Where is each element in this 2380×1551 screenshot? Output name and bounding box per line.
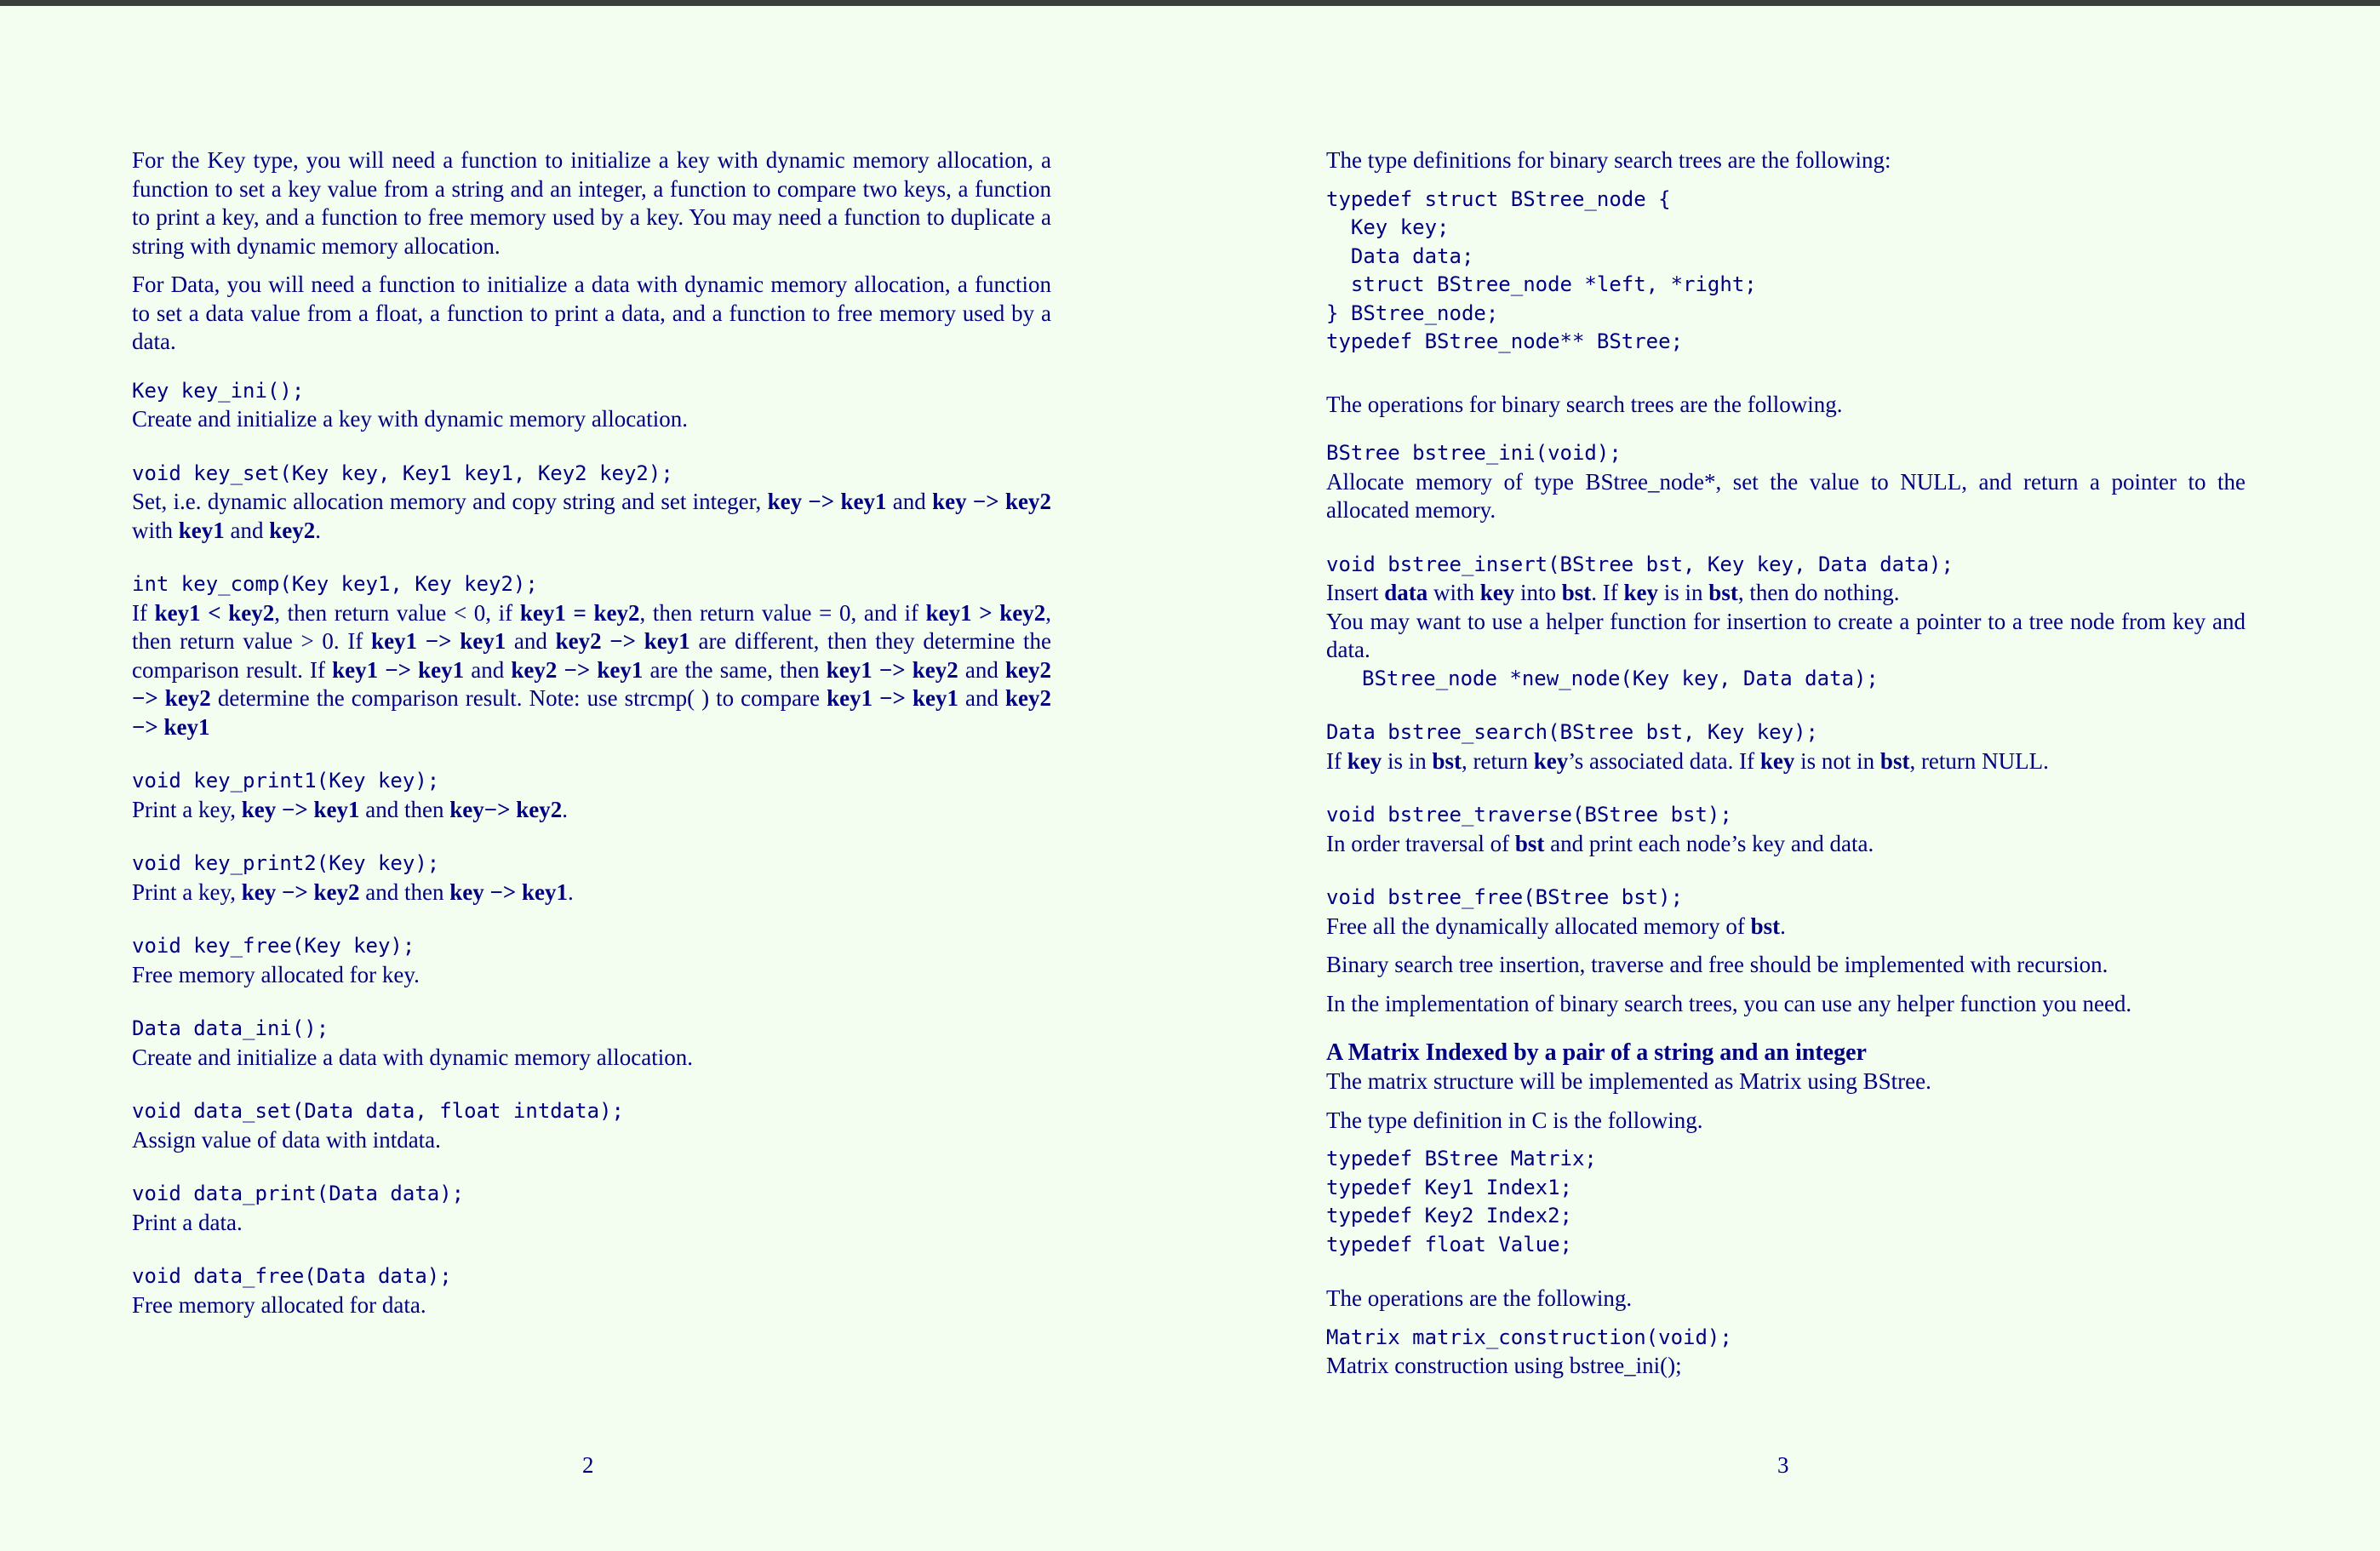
data-set-description: Assign value of data with intdata. [132,1126,441,1153]
key-print2-signature: void key_print2(Key key); [132,851,440,875]
key-print1-signature: void key_print1(Key key); [132,769,440,793]
data-free-description: Free memory allocated for data. [132,1291,426,1318]
bstree-search-entry [1326,718,2246,776]
key-comp-description: If key1 < key2, then return value < 0, if key1 = key2, then return value = 0, and if key1 > key2, then return value > 0. If key1 −> key1 and key2 −> key1 are different, then they determine the comparison result. If key1 −> key1 and key2 −> key1 are the same, then key1 −> key2 and key2 −> key2 determine the comparison result. Note: use strcmp( ) to compare key1 −> key1 and key2 −> key1 [132,599,1051,740]
bstree-free-entry [1326,884,2246,941]
key-print1-entry [132,767,1051,824]
data-ini-signature: Data data_ini(); [132,1016,329,1040]
matrix-construction-entry [1326,1324,2246,1381]
key-set-signature: void key_set(Key key, Key1 key1, Key2 key2); [132,461,673,485]
key-free-entry [132,932,1051,989]
bstree-typedefs-code: typedef struct BStree_node { Key key; Data data; struct BStree_node *left, *right; } BStree_node; typedef BStree_node** BStree; [1326,186,1757,353]
data-print-entry [132,1180,1051,1237]
bstree-insert-signature: void bstree_insert(BStree bst, Key key, Data data); [1326,552,1954,576]
bstree-search-signature: Data bstree_search(BStree bst, Key key); [1326,720,1818,744]
bstree-insert-description: Insert data with key into bst. If key is in bst, then do nothing. [1326,580,1900,605]
helper-function-note: In the implementation of binary search trees, you can use any helper function you need. [1326,990,2132,1016]
key-type-intro: For the Key type, you will need a function to initialize a key with dynamic memory allocation, a function to set a key value from a string and an integer, a function to compare two keys, a function to print a key, and a function to free memory used by a key. You may need a function to duplicate a string with dynamic memory allocation. [132,147,1051,259]
data-set-entry [132,1097,1051,1154]
bstree-ini-entry [1326,439,2246,525]
top-border [0,0,2380,6]
data-ini-description: Create and initialize a data with dynamic memory allocation. [132,1044,694,1070]
key-set-description: Set, i.e. dynamic allocation memory and copy string and set integer, key −> key1 and key −> key2 with key1 and key2. [132,489,1051,543]
key-print1-description: Print a key, key −> key1 and then key−> key2. [132,796,569,822]
bstree-ini-signature: BStree bstree_ini(void); [1326,441,1622,465]
matrix-construction-signature: Matrix matrix_construction(void); [1326,1325,1732,1349]
bstree-traverse-description: In order traversal of bst and print each node’s key and data. [1326,830,1874,856]
bstree-free-description: Free all the dynamically allocated memory of bst. [1326,913,1786,939]
matrix-intro: The matrix structure will be implemented as Matrix using BStree. [1326,1068,1931,1094]
data-free-entry [132,1262,1051,1319]
key-print2-entry [132,850,1051,907]
key-ini-entry [132,377,1051,434]
data-free-signature: void data_free(Data data); [132,1264,452,1288]
key-ini-description: Create and initialize a key with dynamic memory allocation. [132,406,689,432]
key-free-description: Free memory allocated for key. [132,961,420,987]
matrix-typedefs-code: typedef BStree Matrix; typedef Key1 Index1; typedef Key2 Index2; typedef float Value; [1326,1147,1597,1256]
page-number-right: 3 [1777,1452,1789,1478]
data-type-intro: For Data, you will need a function to initialize a data with dynamic memory allocation, a function to set a data value from a float, a function to print a data, and a function to free memory used by a data. [132,272,1051,354]
bstree-search-description: If key is in bst, return key’s associated data. If key is not in bst, return NULL. [1326,747,2049,774]
bstree-traverse-entry [1326,801,2246,858]
data-print-signature: void data_print(Data data); [132,1182,465,1205]
key-ini-signature: Key key_ini(); [132,378,305,403]
data-set-signature: void data_set(Data data, float intdata); [132,1099,624,1123]
data-ini-entry [132,1015,1051,1072]
page-right [1326,146,2246,1381]
key-set-entry [132,460,1051,546]
matrix-construction-description: Matrix construction using bstree_ini(); [1326,1353,1682,1378]
matrix-operations-intro: The operations are the following. [1326,1285,1633,1311]
key-free-signature: void key_free(Key key); [132,934,415,958]
operations-intro: The operations for binary search trees are the following. [1326,391,1843,417]
bstree-insert-entry [1326,551,2246,694]
key-print2-description: Print a key, key −> key2 and then key −> key1. [132,879,574,905]
matrix-typedef-intro: The type definition in C is the following. [1326,1107,1703,1133]
page-number-left: 2 [582,1452,594,1478]
typedefs-intro: The type definitions for binary search trees are the following: [1326,147,1891,173]
bstree-insert-helper-note: You may want to use a helper function for insertion to create a pointer to a tree node from key and data. [1326,608,2246,662]
recursion-note: Binary search tree insertion, traverse and free should be implemented with recursion. [1326,952,2108,977]
bstree-free-signature: void bstree_free(BStree bst); [1326,885,1684,909]
bstree-traverse-signature: void bstree_traverse(BStree bst); [1326,803,1732,827]
key-comp-entry [132,570,1051,741]
new-node-signature: BStree_node *new_node(Key key, Data data); [1362,666,1879,690]
data-print-description: Print a data. [132,1209,243,1235]
page-left [132,146,1051,1319]
matrix-section-title: A Matrix Indexed by a pair of a string and an integer [1326,1039,1867,1066]
key-comp-signature: int key_comp(Key key1, Key key2); [132,572,538,596]
bstree-ini-description: Allocate memory of type BStree_node*, set the value to NULL, and return a pointer to the allocated memory. [1326,468,2246,523]
